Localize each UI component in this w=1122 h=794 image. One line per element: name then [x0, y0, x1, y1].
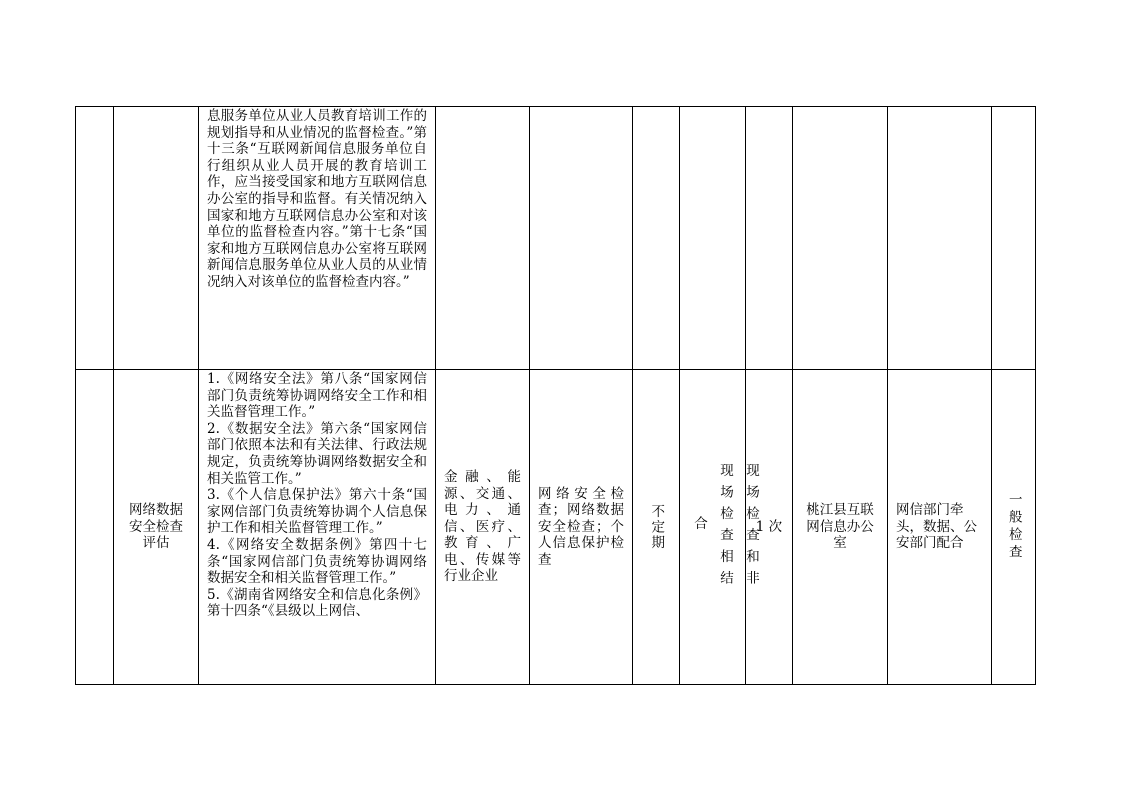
cell-cooperation: [888, 107, 992, 370]
cell-count: [746, 107, 793, 370]
cell-content: [530, 107, 633, 370]
type-text: 一般检查: [1005, 492, 1022, 562]
cell-method: [680, 370, 759, 685]
cell-type: [992, 107, 1036, 370]
cell-index: [76, 107, 114, 370]
cell-body: 桃江县互联网信息办公室: [793, 370, 888, 685]
cell-objects: 金融、能源、交通、电力、通信、医疗、教育、广电、传媒等行业企业: [436, 370, 530, 685]
cell-objects: [436, 107, 530, 370]
cell-cooperation: 网信部门牵头，数据、公安部门配合: [888, 370, 992, 685]
cell-legal-basis: 息服务单位从业人员教育培训工作的规划指导和从业情况的监督检查。”第十三条“互联网新闻信息服务单位自行组织从业人员开展的教育培训工作，应当接受国家和地方互联网信息办公室的指导和监督。有关情况纳入国家和地方互联网信息办公室和对该单位的监督检查内容。”第十七条“国家和地方互联网信息办公室将互联网新闻信息服务单位从业人员的从业情况纳入对该单位的监督检查内容。”: [199, 107, 436, 370]
cell-content: 网络安全检查；网络数据安全检查；个人信息保护检查: [530, 370, 633, 685]
cell-frequency: [633, 370, 680, 685]
table-row: [76, 107, 1036, 370]
cell-item: 网络数据 安全检查 评估: [114, 370, 199, 685]
cell-item: [114, 107, 199, 370]
cell-legal-basis: 1.《网络安全法》第八条“国家网信部门负责统筹协调网络安全工作和相关监督管理工作。” 2.《数据安全法》第六条“国家网信部门依照本法和有关法律、行政法规规定，负责统筹协调网络数据安全和相关监管工作。” 3.《个人信息保护法》第六十条“国家网信部门负责统筹协调个人信息保护工作和相关监督管理工作。” 4.《网络安全数据条例》第四十七条“国家网信部门负责统筹协调网络数据安全和相关监督管理工作。” 5.《湖南省网络安全和信息化条例》第十四条“《县级以上网信、: [199, 370, 436, 685]
frequency-text: 不定期: [648, 503, 665, 551]
method-text: 现场检查和非现场检查相结合: [691, 462, 759, 592]
inspection-table: [75, 106, 1036, 685]
cell-frequency: [633, 107, 680, 370]
cell-count: 1 次: [746, 370, 793, 685]
cell-method: [680, 107, 746, 370]
table-row: [76, 370, 1036, 685]
cell-type: [992, 370, 1036, 685]
cell-body: [793, 107, 888, 370]
cell-index: [76, 370, 114, 685]
